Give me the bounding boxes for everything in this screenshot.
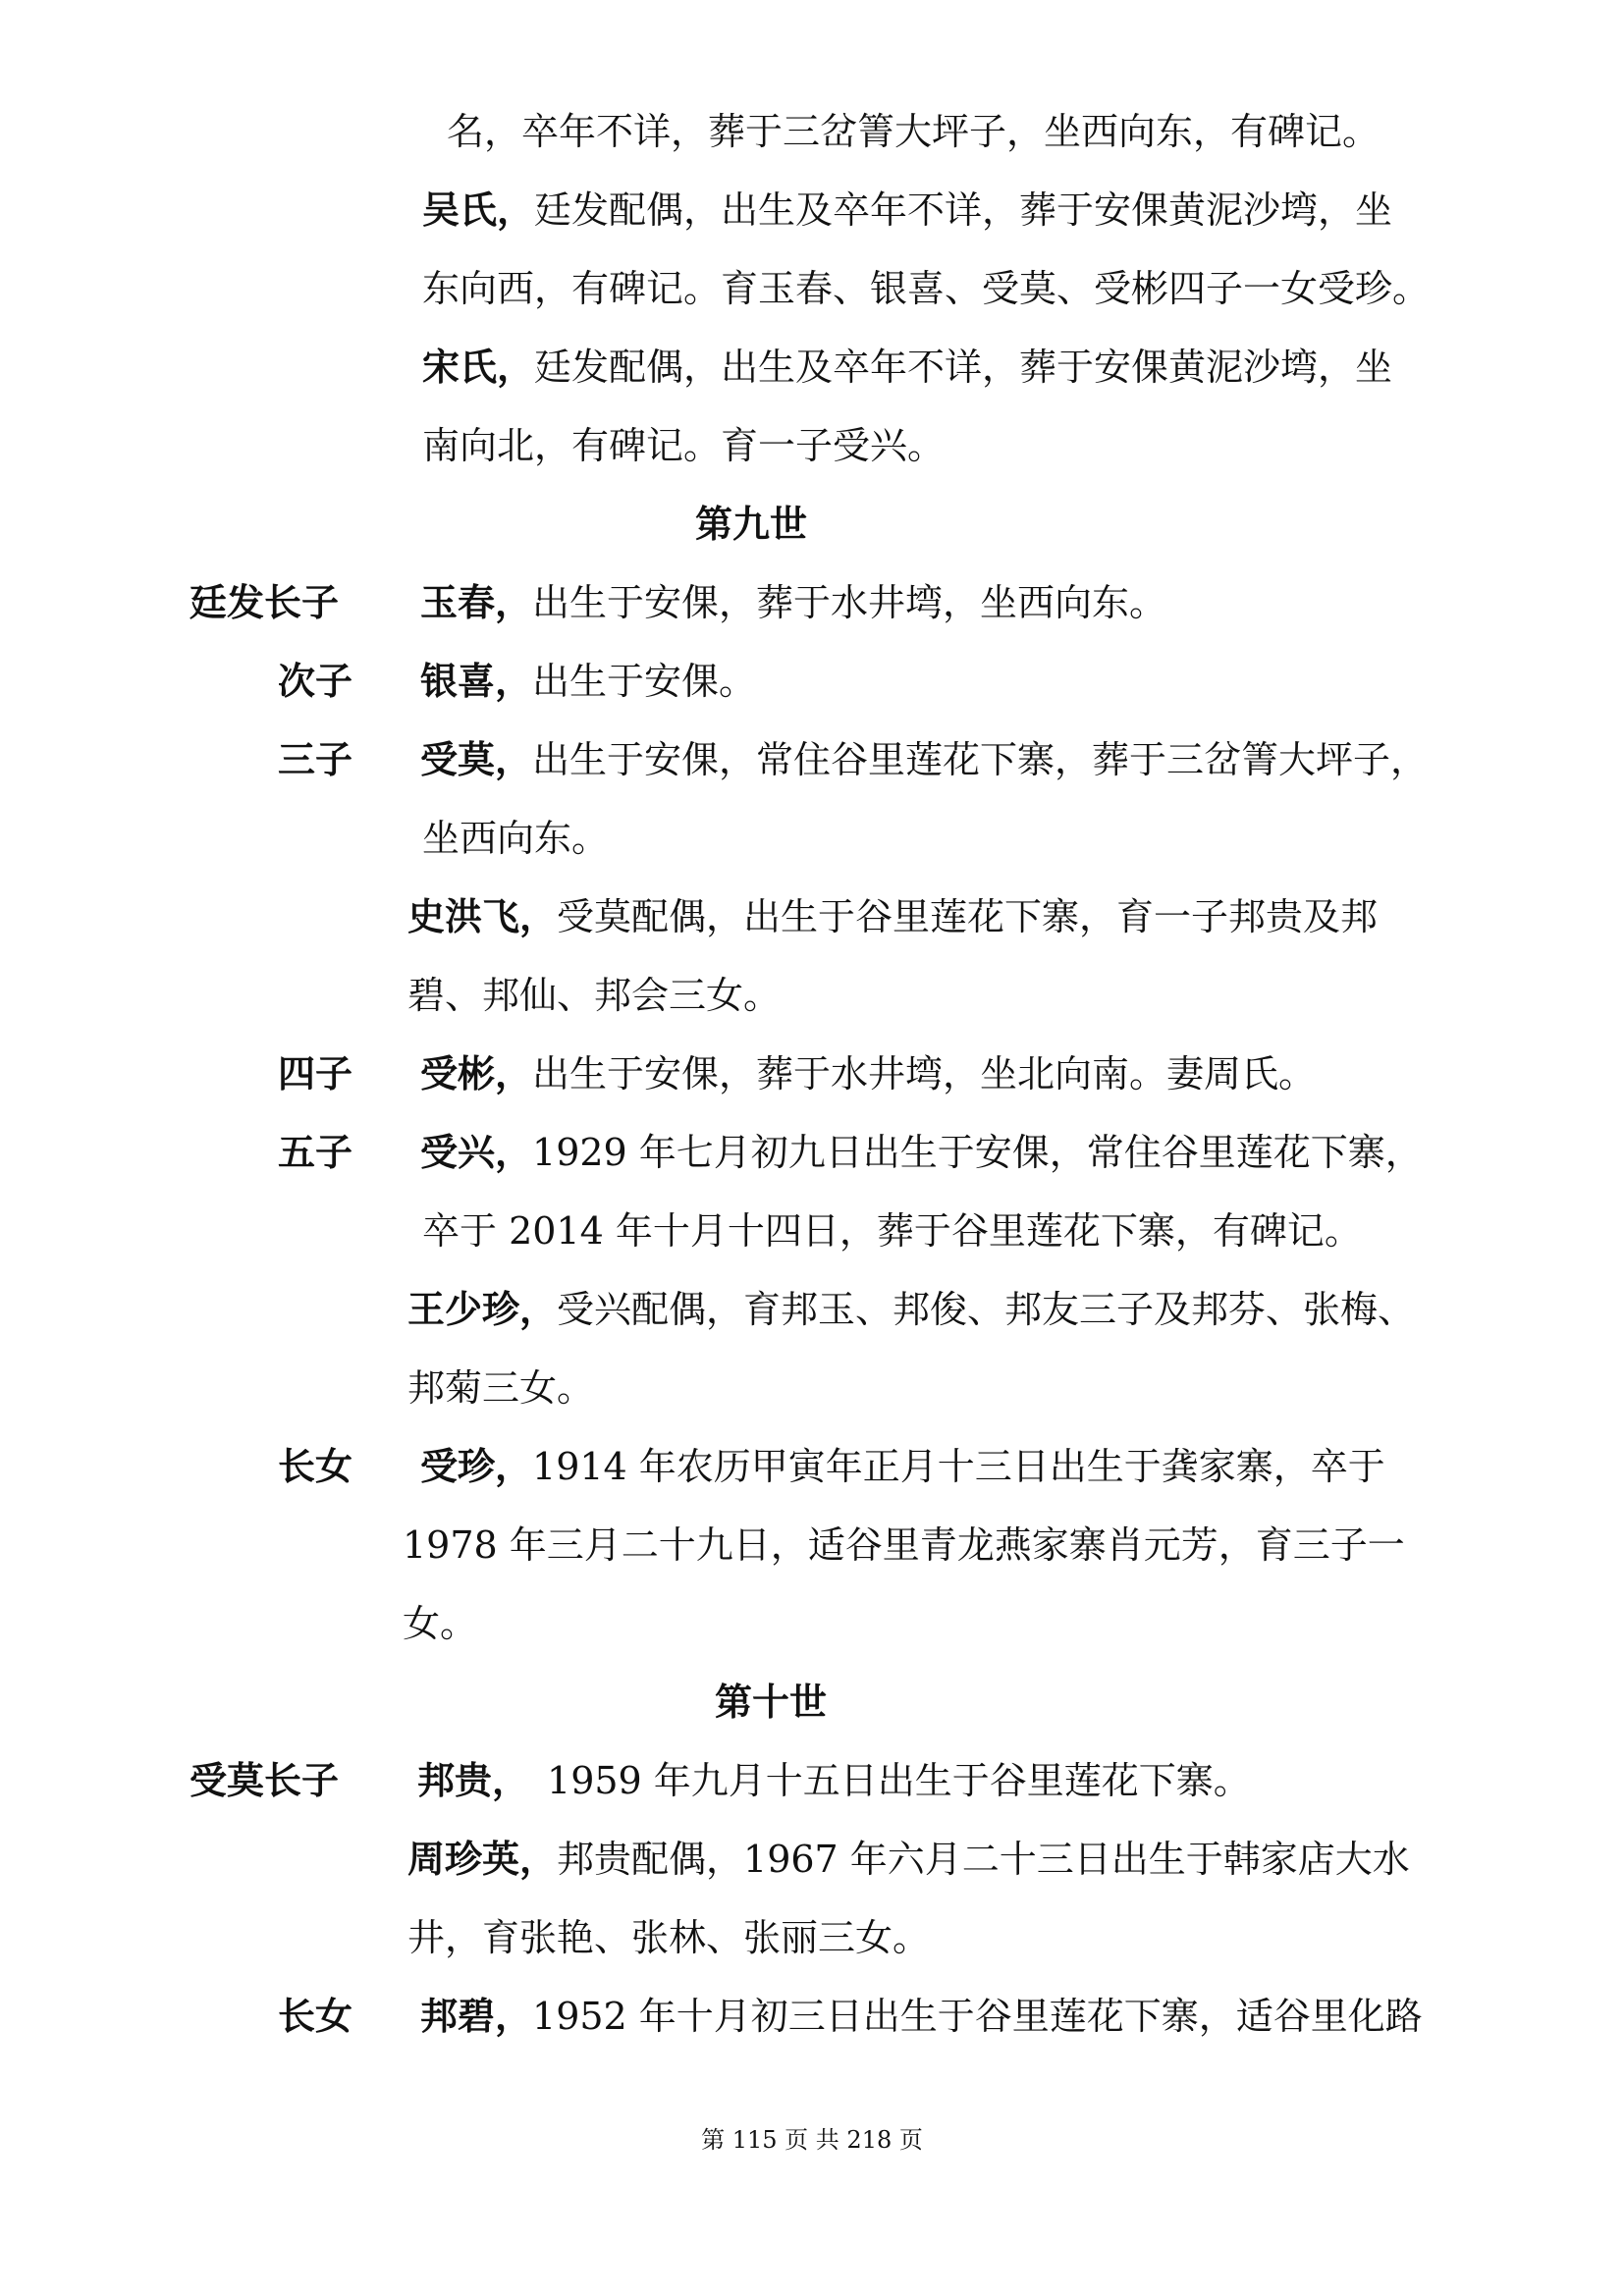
text-line: 南向北，有碑记。育一子受兴。: [422, 424, 946, 467]
relation-label: 受莫长子: [189, 1758, 340, 1802]
genealogy-entry: [420, 1991, 1423, 2042]
entry-text: 廷发配偶，出生及卒年不详，葬于安倮黄泥沙塆，坐: [534, 188, 1393, 232]
person-name: 宋氏，: [422, 345, 535, 389]
entry-text: 1952 年十月初三日出生于谷里莲花下寨，适谷里化路: [532, 1995, 1423, 2038]
relation-label: 四子: [278, 1051, 353, 1095]
spouse-entry-zhou: [407, 1834, 1410, 1885]
genealogy-entry: [420, 1048, 1316, 1099]
person-name: 史洪飞，: [407, 894, 558, 938]
entry-text: 出生于安倮，葬于水井塆，坐北向南。妻周氏。: [532, 1052, 1317, 1095]
person-name: 银喜，: [420, 659, 533, 703]
page-footer: 第 115 页 共 218 页: [701, 2126, 923, 2154]
text-line: 碧、邦仙、邦会三女。: [407, 974, 782, 1017]
text-line: 女。: [403, 1602, 478, 1645]
relation-label: 五子: [278, 1130, 353, 1174]
entry-text: 受莫配偶，出生于谷里莲花下寨，育一子邦贵及邦: [557, 895, 1379, 938]
person-name: 受兴，: [420, 1130, 533, 1174]
spouse-entry-song: [422, 342, 1392, 393]
entry-text: 廷发配偶，出生及卒年不详，葬于安倮黄泥沙塆，坐: [534, 346, 1393, 389]
person-name: 受珍，: [420, 1444, 533, 1488]
entry-text: 出生于安倮，常住谷里莲花下寨，葬于三岔箐大坪子，: [532, 738, 1429, 781]
genealogy-entry: [420, 1127, 1423, 1178]
text-line: 坐西向东。: [422, 817, 610, 860]
entry-text: 出生于安倮。: [532, 660, 757, 703]
genealogy-entry: [420, 656, 756, 707]
entry-text: 受兴配偶，育邦玉、邦俊、邦友三子及邦芬、张梅、: [557, 1288, 1416, 1331]
entry-text: 1914 年农历甲寅年正月十三日出生于龚家寨，卒于: [532, 1445, 1385, 1488]
person-name: 玉春，: [420, 580, 533, 624]
section-heading-gen10: 第十世: [714, 1680, 827, 1724]
entry-text: 邦贵配偶，1967 年六月二十三日出生于韩家店大水: [557, 1838, 1410, 1881]
genealogy-entry: [420, 577, 1166, 628]
relation-label: 长女: [278, 1994, 353, 2038]
text-line: 名，卒年不详，葬于三岔箐大坪子，坐西向东，有碑记。: [447, 110, 1380, 153]
text-line: 1978 年三月二十九日，适谷里青龙燕家寨肖元芳，育三子一: [403, 1523, 1405, 1567]
entry-text: 1959 年九月十五日出生于谷里莲花下寨。: [547, 1759, 1251, 1802]
text-line: 邦菊三女。: [407, 1366, 595, 1410]
genealogy-entry: [417, 1755, 1251, 1806]
genealogy-entry: [420, 1441, 1385, 1492]
spouse-entry-wang: [407, 1284, 1415, 1335]
person-name: 邦碧，: [420, 1994, 533, 2038]
text-line: 井，育张艳、张林、张丽三女。: [407, 1916, 931, 1959]
spouse-entry-shi: [407, 891, 1378, 942]
relation-label: 廷发长子: [189, 580, 340, 624]
person-name: 受彬，: [420, 1051, 533, 1095]
person-name: 吴氏，: [422, 187, 535, 232]
person-name: 王少珍，: [407, 1287, 558, 1331]
genealogy-entry: [420, 734, 1428, 785]
person-name: 受莫，: [420, 737, 533, 781]
relation-label: 长女: [278, 1444, 353, 1488]
relation-label: 三子: [278, 737, 353, 781]
section-heading-gen9: 第九世: [694, 502, 807, 546]
relation-label: 次子: [278, 659, 353, 703]
text-line: 卒于 2014 年十月十四日，葬于谷里莲花下寨，有碑记。: [422, 1209, 1362, 1253]
spouse-entry-wu: [422, 185, 1392, 236]
entry-text: 1929 年七月初九日出生于安倮，常住谷里莲花下寨，: [532, 1131, 1423, 1174]
person-name: 邦贵，: [417, 1758, 530, 1802]
person-name: 周珍英，: [407, 1837, 558, 1881]
entry-text: 出生于安倮，葬于水井塆，坐西向东。: [532, 581, 1167, 624]
text-line: 东向西，有碑记。育玉春、银喜、受莫、受彬四子一女受珍。: [422, 267, 1431, 310]
